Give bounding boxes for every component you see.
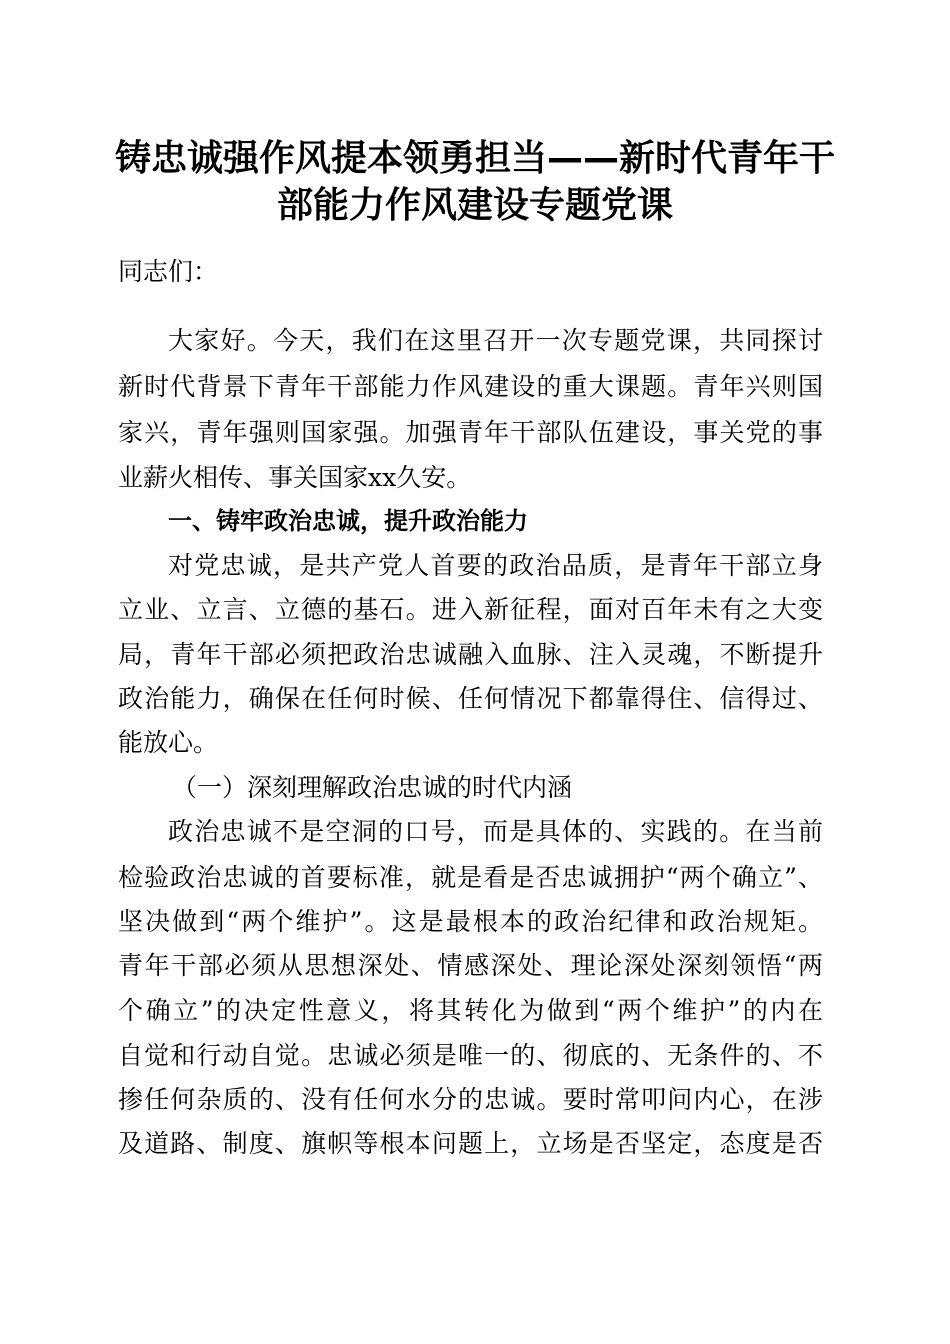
body-text-line: 及道路、制度、旗帜等根本问题上，立场是否坚定，态度是否 xyxy=(118,1129,823,1158)
body-text-line: 局，青年干部必须把政治忠诚融入血脉、注入灵魂，不断提升 xyxy=(118,640,823,669)
body-text-line: 个确立”的决定性意义，将其转化为做到“两个维护”的内在 xyxy=(118,996,823,1025)
body-text-line: 业薪火相传、事关国家xx久安。 xyxy=(118,463,472,492)
body-text-line: 大家好。今天，我们在这里召开一次专题党课，共同探讨 xyxy=(168,326,823,355)
body-text-line: 掺任何杂质的、没有任何水分的忠诚。要时常叩问内心，在涉 xyxy=(118,1085,823,1114)
body-text-line: 自觉和行动自觉。忠诚必须是唯一的、彻底的、无条件的、不 xyxy=(118,1041,823,1070)
document-title-line-2: 部能力作风建设专题党课 xyxy=(276,185,673,226)
body-text-line: 能放心。 xyxy=(118,728,219,757)
body-text-line: 坚决做到“两个维护”。这是最根本的政治纪律和政治规矩。 xyxy=(118,907,823,936)
section-heading: 一、铸牢政治忠诚，提升政治能力 xyxy=(168,507,528,535)
body-text-line: 政治能力，确保在任何时候、任何情况下都靠得住、信得过、 xyxy=(118,684,823,713)
document-title-line-1: 铸忠诚强作风提本领勇担当——新时代青年干 xyxy=(114,138,835,179)
body-text-line: 家兴，青年强则国家强。加强青年干部队伍建设，事关党的事 xyxy=(118,418,823,447)
body-text-line: 新时代背景下青年干部能力作风建设的重大课题。青年兴则国 xyxy=(118,372,823,401)
body-text-line: 同志们： xyxy=(118,257,219,286)
body-text-line: 立业、立言、立德的基石。进入新征程，面对百年未有之大变 xyxy=(118,595,823,624)
body-text-line: 对党忠诚，是共产党人首要的政治品质，是青年干部立身 xyxy=(168,551,823,580)
body-text-line: 青年干部必须从思想深处、情感深处、理论深处深刻领悟“两 xyxy=(118,951,823,980)
body-text-line: 政治忠诚不是空洞的口号，而是具体的、实践的。在当前 xyxy=(168,817,823,846)
subsection-heading: （一）深刻理解政治忠诚的时代内涵 xyxy=(172,773,573,802)
body-text-line: 检验政治忠诚的首要标准，就是看是否忠诚拥护“两个确立”、 xyxy=(118,863,823,892)
